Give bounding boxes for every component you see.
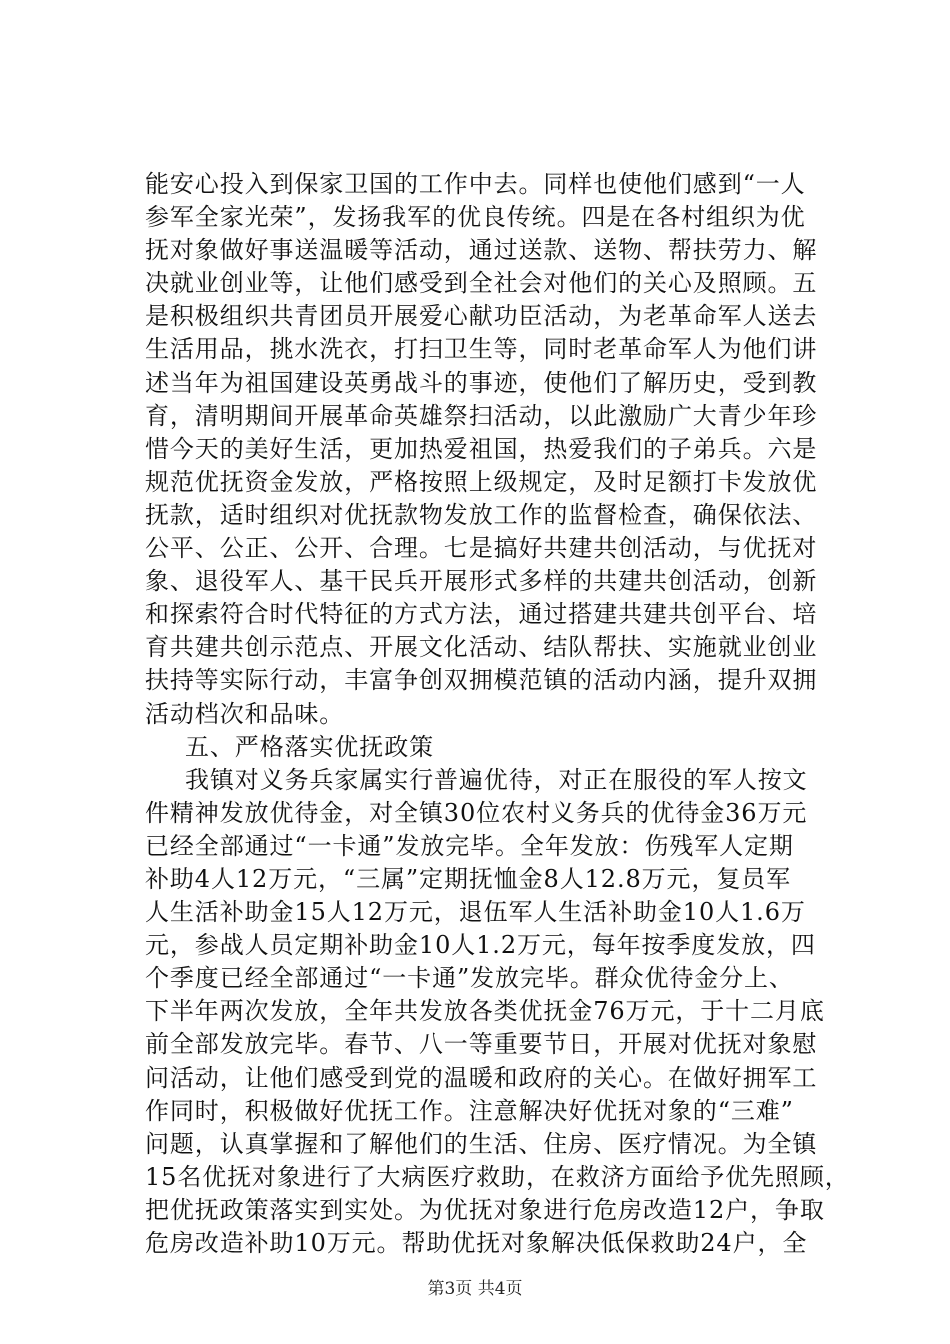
text-line: 补助4人12万元，“三属”定期抚恤金8人12.8万元，复员军 bbox=[145, 864, 792, 893]
text-line: 作同时，积极做好优抚工作。注意解决好优抚对象的“三难” bbox=[145, 1096, 794, 1125]
text-line: 规范优抚资金发放，严格按照上级规定，及时足额打卡发放优 bbox=[145, 467, 818, 496]
text-line: 15名优抚对象进行了大病医疗救助，在救济方面给予优先照顾， bbox=[145, 1162, 850, 1191]
text-line: 活动档次和品味。 bbox=[145, 699, 345, 728]
text-line: 象、退役军人、基干民兵开展形式多样的共建共创活动，创新 bbox=[145, 567, 818, 596]
text-line: 生活用品，挑水洗衣，打扫卫生等，同时老革命军人为他们讲 bbox=[145, 335, 818, 364]
text-line: 下半年两次发放，全年共发放各类优抚金76万元，于十二月底 bbox=[145, 997, 825, 1026]
text-line: 述当年为祖国建设英勇战斗的事迹，使他们了解历史，受到教 bbox=[145, 368, 818, 397]
document-body bbox=[145, 168, 850, 1260]
text-line: 决就业创业等，让他们感受到全社会对他们的关心及照顾。五 bbox=[145, 269, 818, 298]
text-line: 抚款，适时组织对优抚款物发放工作的监督检查，确保依法、 bbox=[145, 500, 818, 529]
text-line: 育，清明期间开展革命英雄祭扫活动，以此激励广大青少年珍 bbox=[145, 401, 818, 430]
page-number-label: 第3页 共4页 bbox=[427, 1279, 523, 1299]
text-line: 件精神发放优待金，对全镇30位农村义务兵的优待金36万元 bbox=[145, 798, 808, 827]
text-line: 危房改造补助10万元。帮助优抚对象解决低保救助24户，全 bbox=[145, 1229, 808, 1257]
text-line: 惜今天的美好生活，更加热爱祖国，热爱我们的子弟兵。六是 bbox=[145, 434, 818, 463]
text-line: 是积极组织共青团员开展爱心献功臣活动，为老革命军人送去 bbox=[145, 302, 818, 331]
text-line: 扶持等实际行动，丰富争创双拥模范镇的活动内涵，提升双拥 bbox=[145, 666, 818, 695]
text-line: 参军全家光荣”，发扬我军的优良传统。四是在各村组织为优 bbox=[145, 203, 806, 232]
section-heading: 五、严格落实优抚政策 bbox=[185, 732, 434, 761]
text-line: 把优抚政策落实到实处。为优抚对象进行危房改造12户，争取 bbox=[145, 1195, 825, 1224]
text-line: 抚对象做好事送温暖等活动，通过送款、送物、帮扶劳力、解 bbox=[145, 236, 818, 265]
text-line: 问活动，让他们感受到党的温暖和政府的关心。在做好拥军工 bbox=[145, 1063, 818, 1092]
page-footer bbox=[0, 1278, 950, 1300]
text-line: 个季度已经全部通过“一卡通”发放完毕。群众优待金分上、 bbox=[145, 964, 794, 993]
text-line: 公平、公正、公开、合理。七是搞好共建共创活动，与优抚对 bbox=[145, 534, 818, 563]
text-line: 能安心投入到保家卫国的工作中去。同样也使他们感到“一人 bbox=[145, 170, 806, 198]
text-line: 和探索符合时代特征的方式方法，通过搭建共建共创平台、培 bbox=[145, 600, 818, 629]
text-line: 育共建共创示范点、开展文化活动、结队帮扶、实施就业创业 bbox=[145, 633, 818, 662]
text-line: 前全部发放完毕。春节、八一等重要节日，开展对优抚对象慰 bbox=[145, 1030, 818, 1059]
text-line: 我镇对义务兵家属实行普遍优待，对正在服役的军人按文 bbox=[185, 765, 808, 794]
text-line: 人生活补助金15人12万元，退伍军人生活补助金10人1.6万 bbox=[145, 898, 806, 927]
text-line: 已经全部通过“一卡通”发放完毕。全年发放：伤残军人定期 bbox=[145, 831, 794, 860]
text-line: 元，参战人员定期补助金10人1.2万元，每年按季度发放，四 bbox=[145, 931, 816, 960]
text-line: 问题，认真掌握和了解他们的生活、住房、医疗情况。为全镇 bbox=[145, 1129, 818, 1158]
